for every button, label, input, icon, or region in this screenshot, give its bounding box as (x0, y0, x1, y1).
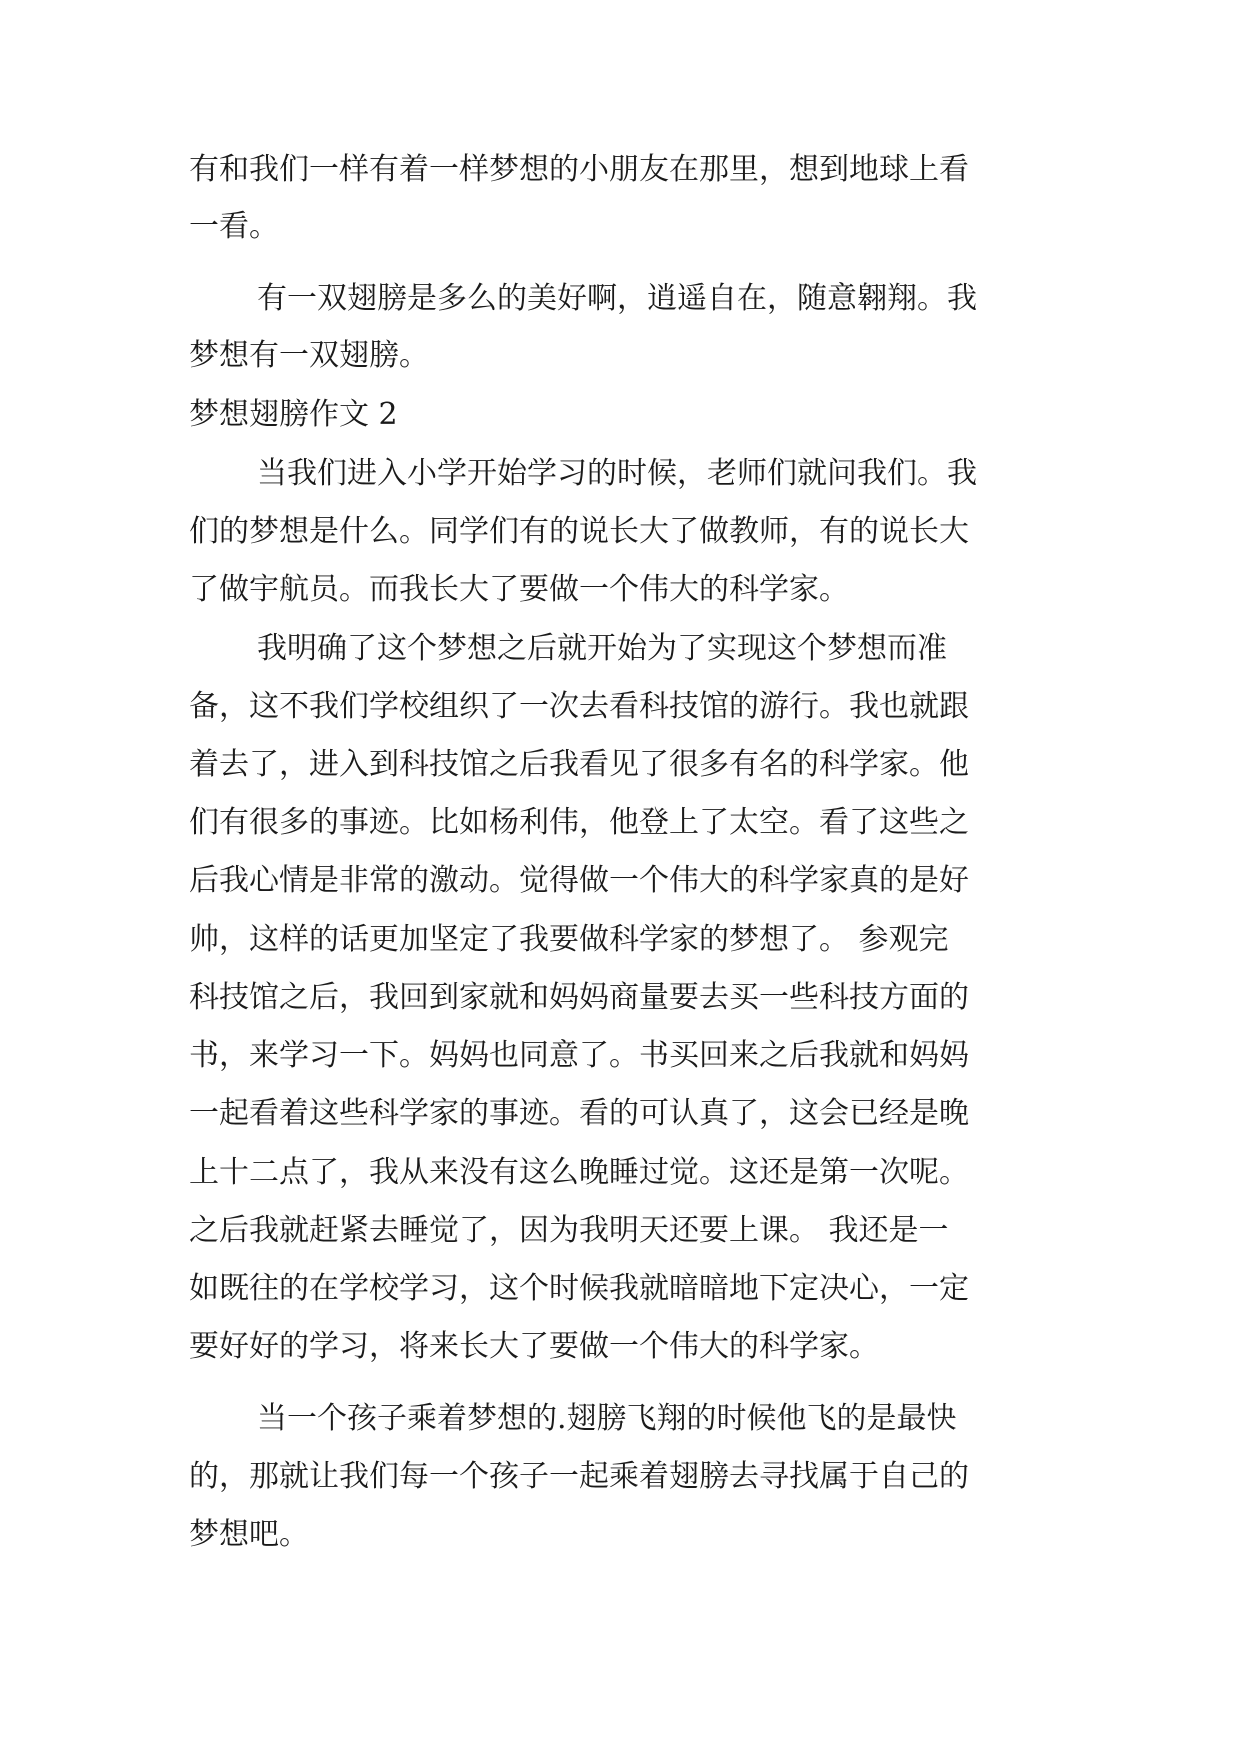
text-line: 梦想吧。 (189, 1517, 309, 1552)
text-line: 要好好的学习，将来长大了要做一个伟大的科学家。 (189, 1329, 879, 1364)
text-line: 备，这不我们学校组织了一次去看科技馆的游行。我也就跟 (189, 689, 969, 724)
text-line: 如既往的在学校学习，这个时候我就暗暗地下定决心，一定 (189, 1271, 969, 1306)
paragraph-first-line: 当一个孩子乘着梦想的.翅膀飞翔的时候他飞的是最快 (257, 1401, 957, 1436)
paragraph-first-line: 我明确了这个梦想之后就开始为了实现这个梦想而准 (257, 631, 947, 666)
text-line: 帅，这样的话更加坚定了我要做科学家的梦想了。 参观完 (189, 922, 949, 957)
text-line: 们有很多的事迹。比如杨利伟，他登上了太空。看了这些之 (189, 805, 969, 840)
text-line: 后我心情是非常的激动。觉得做一个伟大的科学家真的是好 (189, 863, 969, 898)
text-line: 们的梦想是什么。同学们有的说长大了做教师，有的说长大 (189, 514, 969, 549)
text-line: 之后我就赶紧去睡觉了，因为我明天还要上课。 我还是一 (189, 1213, 949, 1248)
text-line: 一起看着这些科学家的事迹。看的可认真了，这会已经是晚 (189, 1096, 969, 1131)
paragraph-first-line: 当我们进入小学开始学习的时候，老师们就问我们。我 (257, 456, 977, 491)
text-line: 书，来学习一下。妈妈也同意了。书买回来之后我就和妈妈 (189, 1038, 969, 1073)
text-line: 有和我们一样有着一样梦想的小朋友在那里，想到地球上看 (189, 152, 969, 187)
text-line: 上十二点了，我从来没有这么晚睡过觉。这还是第一次呢。 (189, 1155, 969, 1190)
paragraph-first-line: 有一双翅膀是多么的美好啊，逍遥自在，随意翱翔。我 (257, 281, 977, 316)
text-line: 的，那就让我们每一个孩子一起乘着翅膀去寻找属于自己的 (189, 1459, 969, 1494)
text-line: 梦想有一双翅膀。 (189, 338, 429, 373)
text-line: 了做宇航员。而我长大了要做一个伟大的科学家。 (189, 572, 849, 607)
text-line: 一看。 (189, 209, 279, 244)
text-line: 着去了，进入到科技馆之后我看见了很多有名的科学家。他 (189, 747, 969, 782)
text-line: 科技馆之后，我回到家就和妈妈商量要去买一些科技方面的 (189, 980, 969, 1015)
section-heading: 梦想翅膀作文 2 (189, 397, 398, 432)
